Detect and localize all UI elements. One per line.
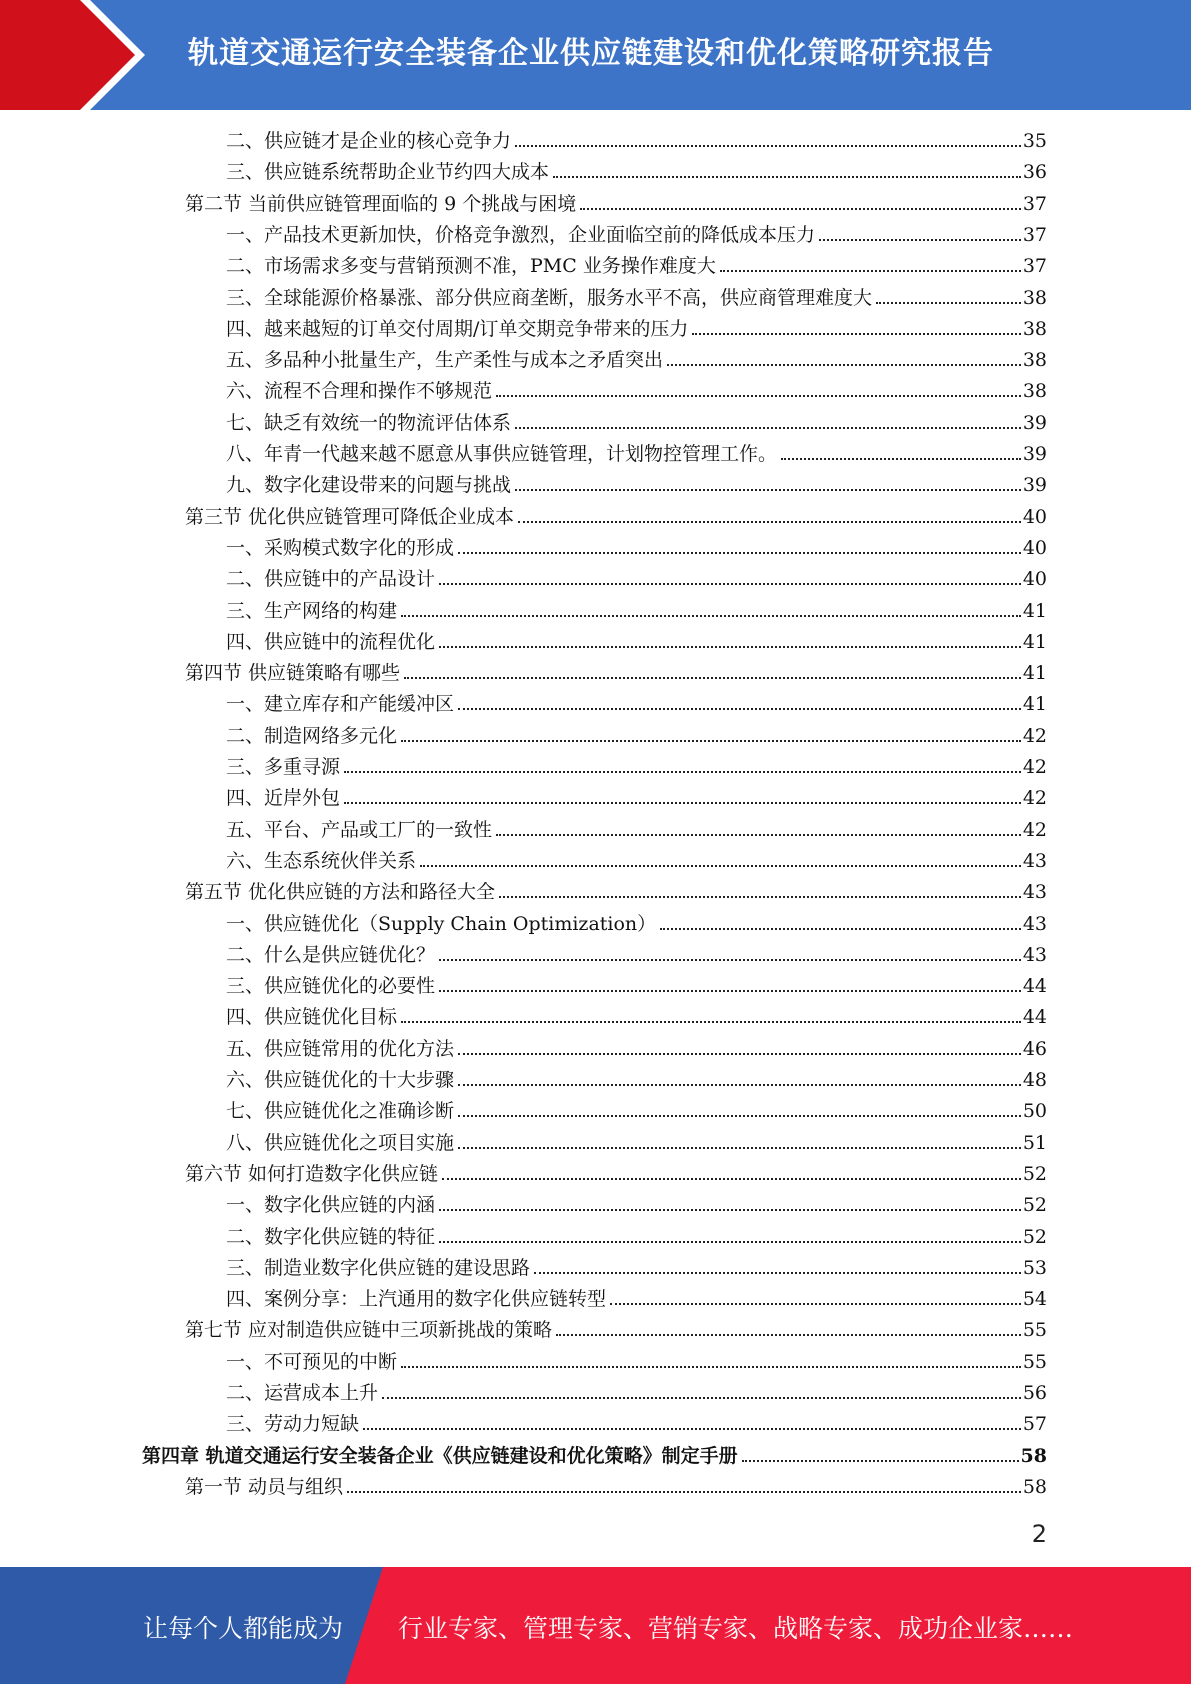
toc-entry-title: 二、什么是供应链优化？ bbox=[226, 943, 436, 966]
toc-entry[interactable] bbox=[226, 973, 1047, 999]
toc-leader-dots bbox=[344, 802, 1021, 804]
toc-entry-page: 58 bbox=[1022, 1475, 1047, 1498]
toc-entry-title: 三、供应链系统帮助企业节约四大成本 bbox=[226, 161, 550, 184]
toc-entry-title: 第一节 动员与组织 bbox=[185, 1475, 344, 1498]
toc-entry-title: 九、数字化建设带来的问题与挑战 bbox=[226, 474, 512, 497]
toc-leader-dots bbox=[534, 1272, 1021, 1274]
toc-entry[interactable] bbox=[226, 441, 1047, 467]
toc-entry[interactable] bbox=[226, 472, 1047, 498]
toc-leader-dots bbox=[518, 521, 1021, 523]
toc-leader-dots bbox=[742, 1460, 1019, 1462]
toc-entry-page: 55 bbox=[1022, 1350, 1047, 1373]
toc-entry-title: 三、供应链优化的必要性 bbox=[226, 975, 436, 998]
toc-entry[interactable] bbox=[226, 911, 1047, 937]
toc-entry-title: 三、多重寻源 bbox=[226, 756, 341, 778]
toc-entry-page: 42 bbox=[1022, 724, 1047, 747]
toc-entry-title: 二、制造网络多元化 bbox=[226, 724, 398, 747]
toc-leader-dots bbox=[458, 1084, 1021, 1086]
toc-leader-dots bbox=[692, 333, 1020, 335]
toc-entry-page: 43 bbox=[1022, 849, 1047, 872]
toc-entry[interactable] bbox=[226, 723, 1047, 749]
toc-entry-page: 37 bbox=[1022, 192, 1047, 215]
toc-entry[interactable] bbox=[226, 1255, 1047, 1281]
toc-leader-dots bbox=[876, 302, 1021, 304]
toc-entry-title: 四、近岸外包 bbox=[226, 787, 341, 810]
page-header bbox=[0, 0, 1191, 110]
toc-entry-page: 35 bbox=[1022, 130, 1047, 152]
toc-entry[interactable] bbox=[226, 1380, 1047, 1406]
toc-entry-title: 三、劳动力短缺 bbox=[226, 1413, 360, 1436]
toc-leader-dots bbox=[363, 1428, 1021, 1430]
toc-entry-page: 37 bbox=[1022, 223, 1047, 246]
toc-entry-page: 41 bbox=[1022, 693, 1047, 716]
toc-entry-title: 一、不可预见的中断 bbox=[226, 1350, 398, 1373]
toc-leader-dots bbox=[401, 1021, 1021, 1023]
toc-entry-title: 六、生态系统伙伴关系 bbox=[226, 849, 417, 872]
toc-entry-page: 42 bbox=[1022, 787, 1047, 810]
toc-entry-title: 五、多品种小批量生产，生产柔性与成本之矛盾突出 bbox=[226, 349, 664, 372]
toc-entry-title: 四、越来越短的订单交付周期/订单交期竞争带来的压力 bbox=[226, 317, 689, 340]
toc-leader-dots bbox=[610, 1303, 1021, 1305]
toc-entry[interactable] bbox=[226, 222, 1047, 248]
toc-entry-page: 43 bbox=[1022, 943, 1047, 966]
toc-entry-title: 四、案例分享：上汽通用的数字化供应链转型 bbox=[226, 1288, 607, 1311]
toc-entry-page: 53 bbox=[1022, 1256, 1047, 1279]
toc-entry[interactable] bbox=[185, 879, 1047, 905]
toc-leader-dots bbox=[781, 458, 1021, 460]
toc-leader-dots bbox=[667, 364, 1021, 366]
toc-entry-page: 40 bbox=[1022, 568, 1047, 591]
toc-leader-dots bbox=[439, 583, 1021, 585]
toc-entry-title: 第四节 供应链策略有哪些 bbox=[185, 662, 401, 685]
toc-entry-title: 四、供应链优化目标 bbox=[226, 1006, 398, 1029]
footer-slogan-left: 让每个人都能成为 bbox=[143, 1614, 344, 1643]
toc-entry[interactable] bbox=[226, 378, 1047, 404]
toc-entry-page: 54 bbox=[1022, 1288, 1047, 1311]
toc-leader-dots bbox=[439, 646, 1021, 648]
toc-entry[interactable] bbox=[185, 504, 1047, 530]
toc-entry[interactable] bbox=[226, 566, 1047, 592]
toc-entry-page: 46 bbox=[1022, 1037, 1047, 1060]
toc-entry-page: 39 bbox=[1022, 474, 1047, 497]
toc-entry-page: 38 bbox=[1022, 286, 1047, 309]
toc-entry-page: 39 bbox=[1022, 443, 1047, 465]
toc-entry-page: 55 bbox=[1022, 1319, 1047, 1342]
toc-leader-dots bbox=[496, 834, 1021, 836]
toc-entry-title: 五、平台、产品或工厂的一致性 bbox=[226, 818, 493, 841]
toc-entry-title: 第六节 如何打造数字化供应链 bbox=[185, 1162, 439, 1185]
toc-entry-title: 一、供应链优化（Supply Chain Optimization） bbox=[226, 912, 657, 935]
toc-entry[interactable] bbox=[226, 629, 1047, 655]
toc-leader-dots bbox=[515, 427, 1021, 429]
toc-entry[interactable] bbox=[226, 598, 1047, 624]
toc-entry-page: 38 bbox=[1022, 317, 1047, 340]
toc-entry-title: 一、采购模式数字化的形成 bbox=[226, 536, 455, 559]
toc-entry[interactable] bbox=[226, 691, 1047, 717]
header-arrow-decoration bbox=[0, 0, 160, 110]
toc-entry-title: 二、数字化供应链的特征 bbox=[226, 1225, 436, 1248]
toc-leader-dots bbox=[347, 1491, 1021, 1493]
toc-entry-page: 52 bbox=[1022, 1194, 1047, 1217]
toc-entry[interactable] bbox=[226, 347, 1047, 373]
toc-entry-page: 38 bbox=[1022, 349, 1047, 372]
toc-entry-page: 41 bbox=[1022, 662, 1047, 685]
toc-entry[interactable] bbox=[226, 316, 1047, 342]
toc-entry[interactable] bbox=[185, 1161, 1047, 1187]
toc-entry-title: 八、供应链优化之项目实施 bbox=[226, 1131, 455, 1154]
toc-entry-title: 七、缺乏有效统一的物流评估体系 bbox=[226, 411, 512, 434]
toc-entry-page: 56 bbox=[1022, 1382, 1047, 1404]
toc-entry[interactable] bbox=[226, 848, 1047, 874]
toc-entry[interactable] bbox=[226, 1286, 1047, 1312]
toc-entry[interactable] bbox=[226, 535, 1047, 561]
toc-entry-page: 36 bbox=[1022, 161, 1047, 184]
toc-entry[interactable] bbox=[226, 754, 1047, 780]
toc-entry-page: 52 bbox=[1022, 1225, 1047, 1248]
toc-entry-page: 43 bbox=[1022, 912, 1047, 935]
toc-leader-dots bbox=[401, 615, 1021, 617]
toc-leader-dots bbox=[344, 771, 1021, 773]
toc-entry-page: 51 bbox=[1022, 1131, 1047, 1154]
toc-leader-dots bbox=[458, 1147, 1021, 1149]
toc-entry[interactable] bbox=[226, 1349, 1047, 1375]
toc-entry[interactable] bbox=[142, 1443, 1047, 1469]
toc-entry-title: 二、运营成本上升 bbox=[226, 1382, 379, 1404]
toc-entry[interactable] bbox=[226, 410, 1047, 436]
toc-entry-page: 42 bbox=[1022, 818, 1047, 841]
toc-entry-title: 三、制造业数字化供应链的建设思路 bbox=[226, 1256, 531, 1279]
toc-entry-page: 41 bbox=[1022, 630, 1047, 653]
toc-entry-title: 三、生产网络的构建 bbox=[226, 599, 398, 622]
toc-leader-dots bbox=[553, 176, 1021, 178]
toc-entry-page: 58 bbox=[1020, 1444, 1047, 1467]
toc-entry[interactable] bbox=[226, 1192, 1047, 1218]
toc-entry-title: 七、供应链优化之准确诊断 bbox=[226, 1100, 455, 1123]
toc-entry-title: 第五节 优化供应链的方法和路径大全 bbox=[185, 881, 496, 904]
toc-entry[interactable] bbox=[226, 942, 1047, 968]
toc-entry-title: 二、市场需求多变与营销预测不准，PMC 业务操作难度大 bbox=[226, 255, 716, 278]
toc-entry-page: 42 bbox=[1022, 756, 1047, 778]
toc-leader-dots bbox=[439, 990, 1021, 992]
toc-entry[interactable] bbox=[226, 128, 1047, 154]
toc-leader-dots bbox=[458, 1053, 1021, 1055]
toc-entry[interactable] bbox=[226, 1067, 1047, 1093]
toc-entry-title: 第七节 应对制造供应链中三项新挑战的策略 bbox=[185, 1319, 553, 1342]
toc-entry[interactable] bbox=[185, 1317, 1047, 1343]
footer-slogan-right: 行业专家、管理专家、营销专家、战略专家、成功企业家…… bbox=[398, 1614, 1074, 1643]
toc-leader-dots bbox=[499, 896, 1021, 898]
toc-entry[interactable] bbox=[226, 1004, 1047, 1030]
toc-entry-page: 57 bbox=[1022, 1413, 1047, 1436]
toc-entry-title: 二、供应链中的产品设计 bbox=[226, 568, 436, 591]
toc-entry-page: 52 bbox=[1022, 1162, 1047, 1185]
toc-entry-page: 40 bbox=[1022, 536, 1047, 559]
report-title: 轨道交通运行安全装备企业供应链建设和优化策略研究报告 bbox=[188, 36, 994, 71]
toc-entry-title: 一、数字化供应链的内涵 bbox=[226, 1194, 436, 1217]
toc-leader-dots bbox=[442, 1178, 1021, 1180]
toc-leader-dots bbox=[580, 208, 1021, 210]
toc-entry-title: 第四章 轨道交通运行安全装备企业《供应链建设和优化策略》制定手册 bbox=[142, 1444, 738, 1467]
toc-leader-dots bbox=[439, 1241, 1021, 1243]
toc-leader-dots bbox=[458, 552, 1021, 554]
toc-leader-dots bbox=[720, 270, 1021, 272]
toc-entry[interactable] bbox=[185, 191, 1047, 217]
toc-leader-dots bbox=[660, 928, 1021, 930]
toc-entry-title: 六、供应链优化的十大步骤 bbox=[226, 1069, 455, 1091]
toc-entry[interactable] bbox=[185, 660, 1047, 686]
toc-entry-title: 一、产品技术更新加快，价格竞争激烈，企业面临空前的降低成本压力 bbox=[226, 223, 816, 246]
toc-leader-dots bbox=[819, 239, 1021, 241]
toc-entry[interactable] bbox=[185, 1474, 1047, 1500]
toc-entry-page: 41 bbox=[1022, 599, 1047, 622]
toc-entry-page: 43 bbox=[1022, 881, 1047, 904]
toc-entry[interactable] bbox=[226, 1098, 1047, 1124]
toc-entry-title: 四、供应链中的流程优化 bbox=[226, 630, 436, 653]
toc-entry[interactable] bbox=[226, 1130, 1047, 1156]
toc-entry-page: 44 bbox=[1022, 1006, 1047, 1029]
toc-entry-page: 40 bbox=[1022, 505, 1047, 528]
toc-leader-dots bbox=[556, 1334, 1021, 1336]
toc-leader-dots bbox=[515, 489, 1021, 491]
toc-leader-dots bbox=[496, 395, 1021, 397]
toc-entry-page: 38 bbox=[1022, 380, 1047, 403]
toc-entry-title: 二、供应链才是企业的核心竞争力 bbox=[226, 130, 512, 152]
toc-leader-dots bbox=[401, 1366, 1021, 1368]
toc-leader-dots bbox=[515, 145, 1021, 147]
toc-entry-title: 六、流程不合理和操作不够规范 bbox=[226, 380, 493, 403]
toc-entry-title: 三、全球能源价格暴涨、部分供应商垄断，服务水平不高，供应商管理难度大 bbox=[226, 286, 873, 309]
page-number: 2 bbox=[1031, 1520, 1047, 1548]
toc-entry-page: 44 bbox=[1022, 975, 1047, 998]
toc-leader-dots bbox=[458, 1115, 1021, 1117]
toc-entry-page: 37 bbox=[1022, 255, 1047, 278]
toc-entry[interactable] bbox=[226, 285, 1047, 311]
toc-entry-title: 一、建立库存和产能缓冲区 bbox=[226, 693, 455, 716]
toc-leader-dots bbox=[401, 740, 1021, 742]
toc-entry[interactable] bbox=[226, 785, 1047, 811]
toc-entry[interactable] bbox=[226, 159, 1047, 185]
page-footer bbox=[0, 1567, 1191, 1684]
toc-entry[interactable] bbox=[226, 1224, 1047, 1250]
toc-leader-dots bbox=[439, 1209, 1021, 1211]
toc-leader-dots bbox=[420, 865, 1021, 867]
toc-entry-page: 39 bbox=[1022, 411, 1047, 434]
toc-entry[interactable] bbox=[226, 253, 1047, 279]
toc-entry-title: 五、供应链常用的优化方法 bbox=[226, 1037, 455, 1060]
toc-leader-dots bbox=[458, 708, 1021, 710]
toc-leader-dots bbox=[382, 1397, 1021, 1399]
toc-leader-dots bbox=[439, 959, 1021, 961]
toc-entry-title: 八、年青一代越来越不愿意从事供应链管理，计划物控管理工作。 bbox=[226, 443, 778, 465]
toc-entry-page: 50 bbox=[1022, 1100, 1047, 1123]
toc-entry[interactable] bbox=[226, 1411, 1047, 1437]
toc-entry-title: 第三节 优化供应链管理可降低企业成本 bbox=[185, 505, 515, 528]
toc-entry[interactable] bbox=[226, 1036, 1047, 1062]
toc-leader-dots bbox=[404, 677, 1021, 679]
toc-entry-page: 48 bbox=[1022, 1069, 1047, 1091]
toc-entry[interactable] bbox=[226, 817, 1047, 843]
toc-entry-title: 第二节 当前供应链管理面临的 9 个挑战与困境 bbox=[185, 192, 577, 215]
